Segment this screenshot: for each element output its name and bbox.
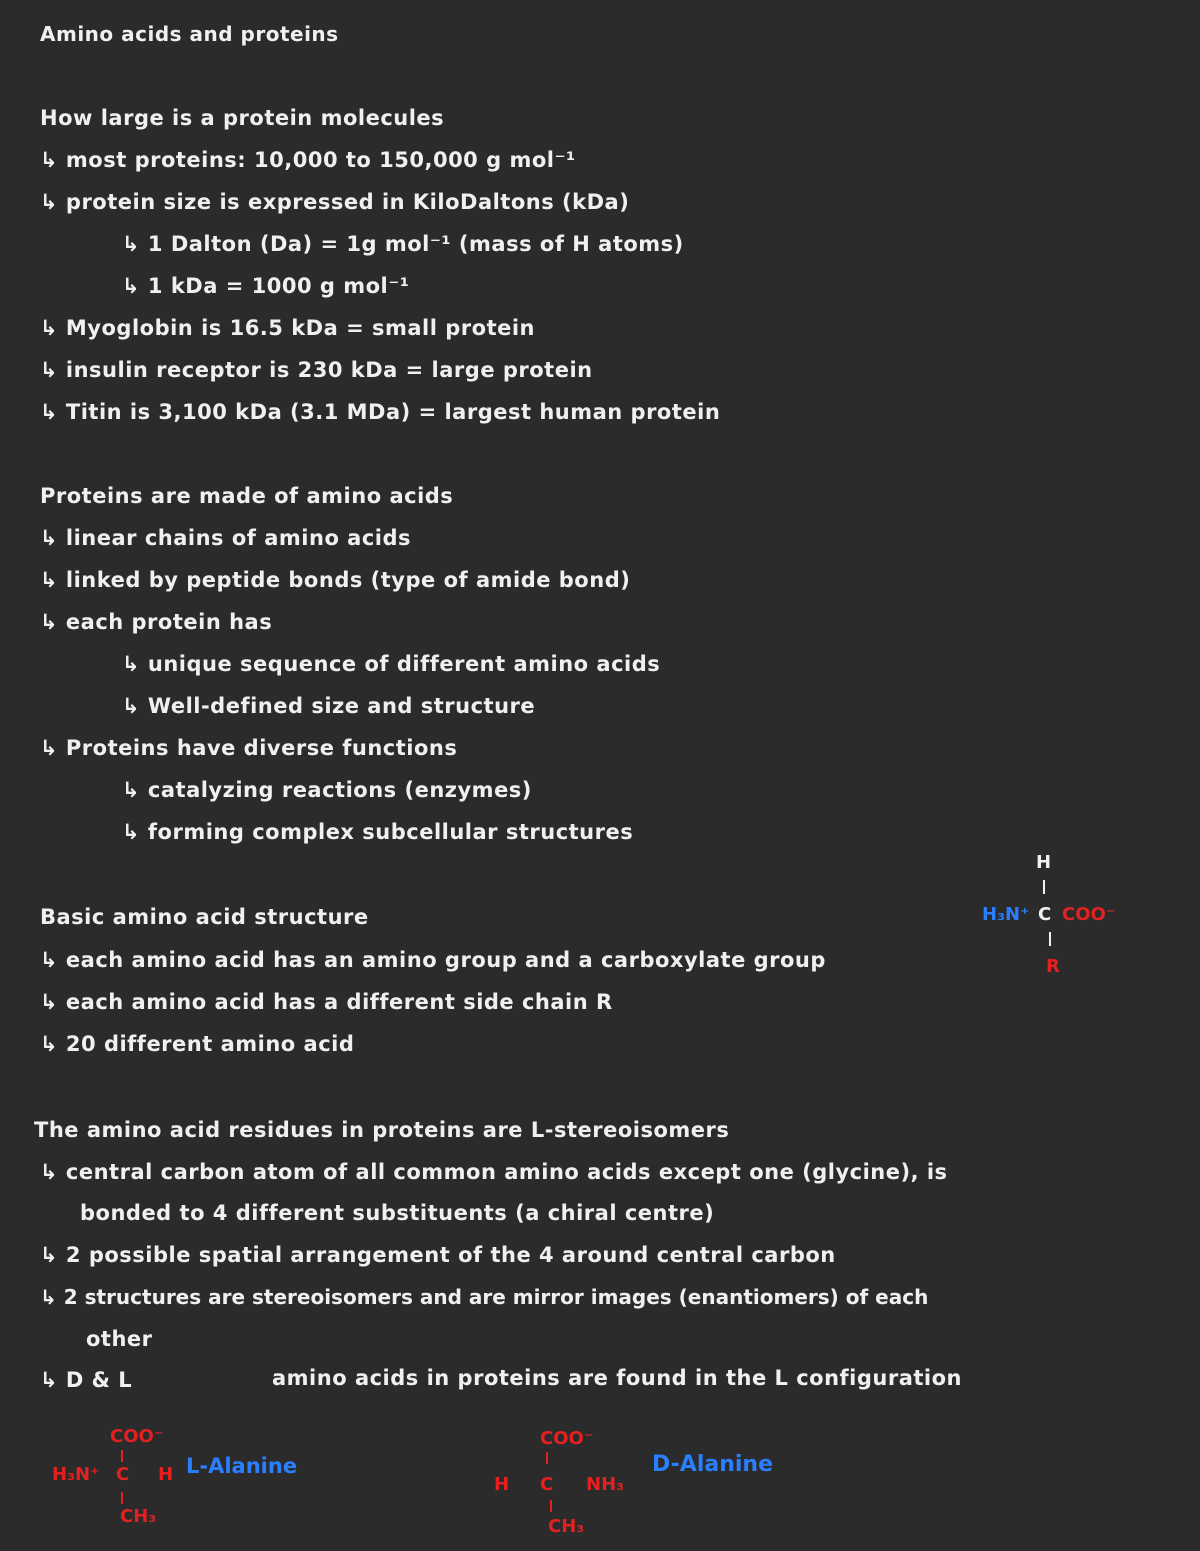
structure-carboxylate-group: COO⁻ [1062, 904, 1116, 925]
l-alanine-carbon: C [116, 1464, 130, 1485]
note-line: ↳ protein size is expressed in KiloDaltons (kDa) [40, 190, 630, 214]
structure-amino-group: H₃N⁺ [982, 904, 1030, 925]
note-line: ↳ catalyzing reactions (enzymes) [122, 778, 532, 802]
note-line: amino acids in proteins are found in the L configuration [272, 1366, 962, 1390]
note-line: ↳ forming complex subcellular structures [122, 820, 634, 844]
d-alanine-carbon: C [540, 1474, 554, 1495]
bond-bottom [121, 1492, 123, 1504]
l-alanine-hydrogen: H [158, 1464, 174, 1485]
structure-central-carbon: C [1038, 904, 1052, 925]
section-heading-basic-structure: Basic amino acid structure [40, 905, 369, 929]
d-alanine-methyl: CH₃ [548, 1516, 585, 1537]
note-line: ↳ unique sequence of different amino acids [122, 652, 661, 676]
note-line: ↳ each protein has [40, 610, 273, 634]
d-alanine-hydrogen: H [494, 1474, 510, 1495]
note-line: ↳ 2 structures are stereoisomers and are mirror images (enantiomers) of each [40, 1285, 929, 1309]
note-line: ↳ linear chains of amino acids [40, 526, 412, 550]
note-line-d-and-l: ↳ D & L [40, 1368, 133, 1392]
note-line: ↳ Proteins have diverse functions [40, 736, 458, 760]
note-line: ↳ insulin receptor is 230 kDa = large protein [40, 358, 593, 382]
l-alanine-label: L-Alanine [186, 1454, 298, 1478]
note-line: ↳ 2 possible spatial arrangement of the 4 around central carbon [40, 1243, 836, 1267]
l-alanine-amino: H₃N⁺ [52, 1464, 100, 1485]
note-line: bonded to 4 different substituents (a chiral centre) [80, 1201, 715, 1225]
l-alanine-carboxylate: COO⁻ [110, 1426, 164, 1447]
note-line: ↳ 1 kDa = 1000 g mol⁻¹ [122, 274, 410, 298]
d-alanine-label: D-Alanine [652, 1452, 773, 1477]
d-alanine-carboxylate: COO⁻ [540, 1428, 594, 1449]
note-line: ↳ linked by peptide bonds (type of amide bond) [40, 568, 631, 592]
page-title: Amino acids and proteins [40, 22, 339, 46]
section-heading-protein-size: How large is a protein molecules [40, 106, 445, 130]
d-alanine-amino: NH₃ [586, 1474, 625, 1495]
note-line: other [86, 1327, 153, 1351]
structure-side-chain-r: R [1046, 956, 1060, 977]
bond-bottom [1049, 932, 1051, 946]
note-line: ↳ Titin is 3,100 kDa (3.1 MDa) = largest human protein [40, 400, 721, 424]
note-line: ↳ Myoglobin is 16.5 kDa = small protein [40, 316, 535, 340]
note-line: ↳ 1 Dalton (Da) = 1g mol⁻¹ (mass of H atoms) [122, 232, 684, 256]
l-alanine-methyl: CH₃ [120, 1506, 157, 1527]
structure-h-top: H [1036, 852, 1052, 873]
note-line: ↳ central carbon atom of all common amino acids except one (glycine), is [40, 1160, 948, 1184]
bond-top [1043, 880, 1045, 894]
section-heading-stereoisomers: The amino acid residues in proteins are L-stereoisomers [34, 1118, 730, 1142]
bond-top [546, 1452, 548, 1464]
section-heading-amino-acids: Proteins are made of amino acids [40, 484, 454, 508]
bond-bottom [550, 1500, 552, 1512]
note-line: ↳ Well-defined size and structure [122, 694, 536, 718]
note-line: ↳ each amino acid has an amino group and a carboxylate group [40, 948, 826, 972]
note-line: ↳ each amino acid has a different side chain R [40, 990, 613, 1014]
note-line: ↳ most proteins: 10,000 to 150,000 g mol⁻¹ [40, 148, 576, 172]
note-line: ↳ 20 different amino acid [40, 1032, 355, 1056]
bond-top [121, 1450, 123, 1462]
